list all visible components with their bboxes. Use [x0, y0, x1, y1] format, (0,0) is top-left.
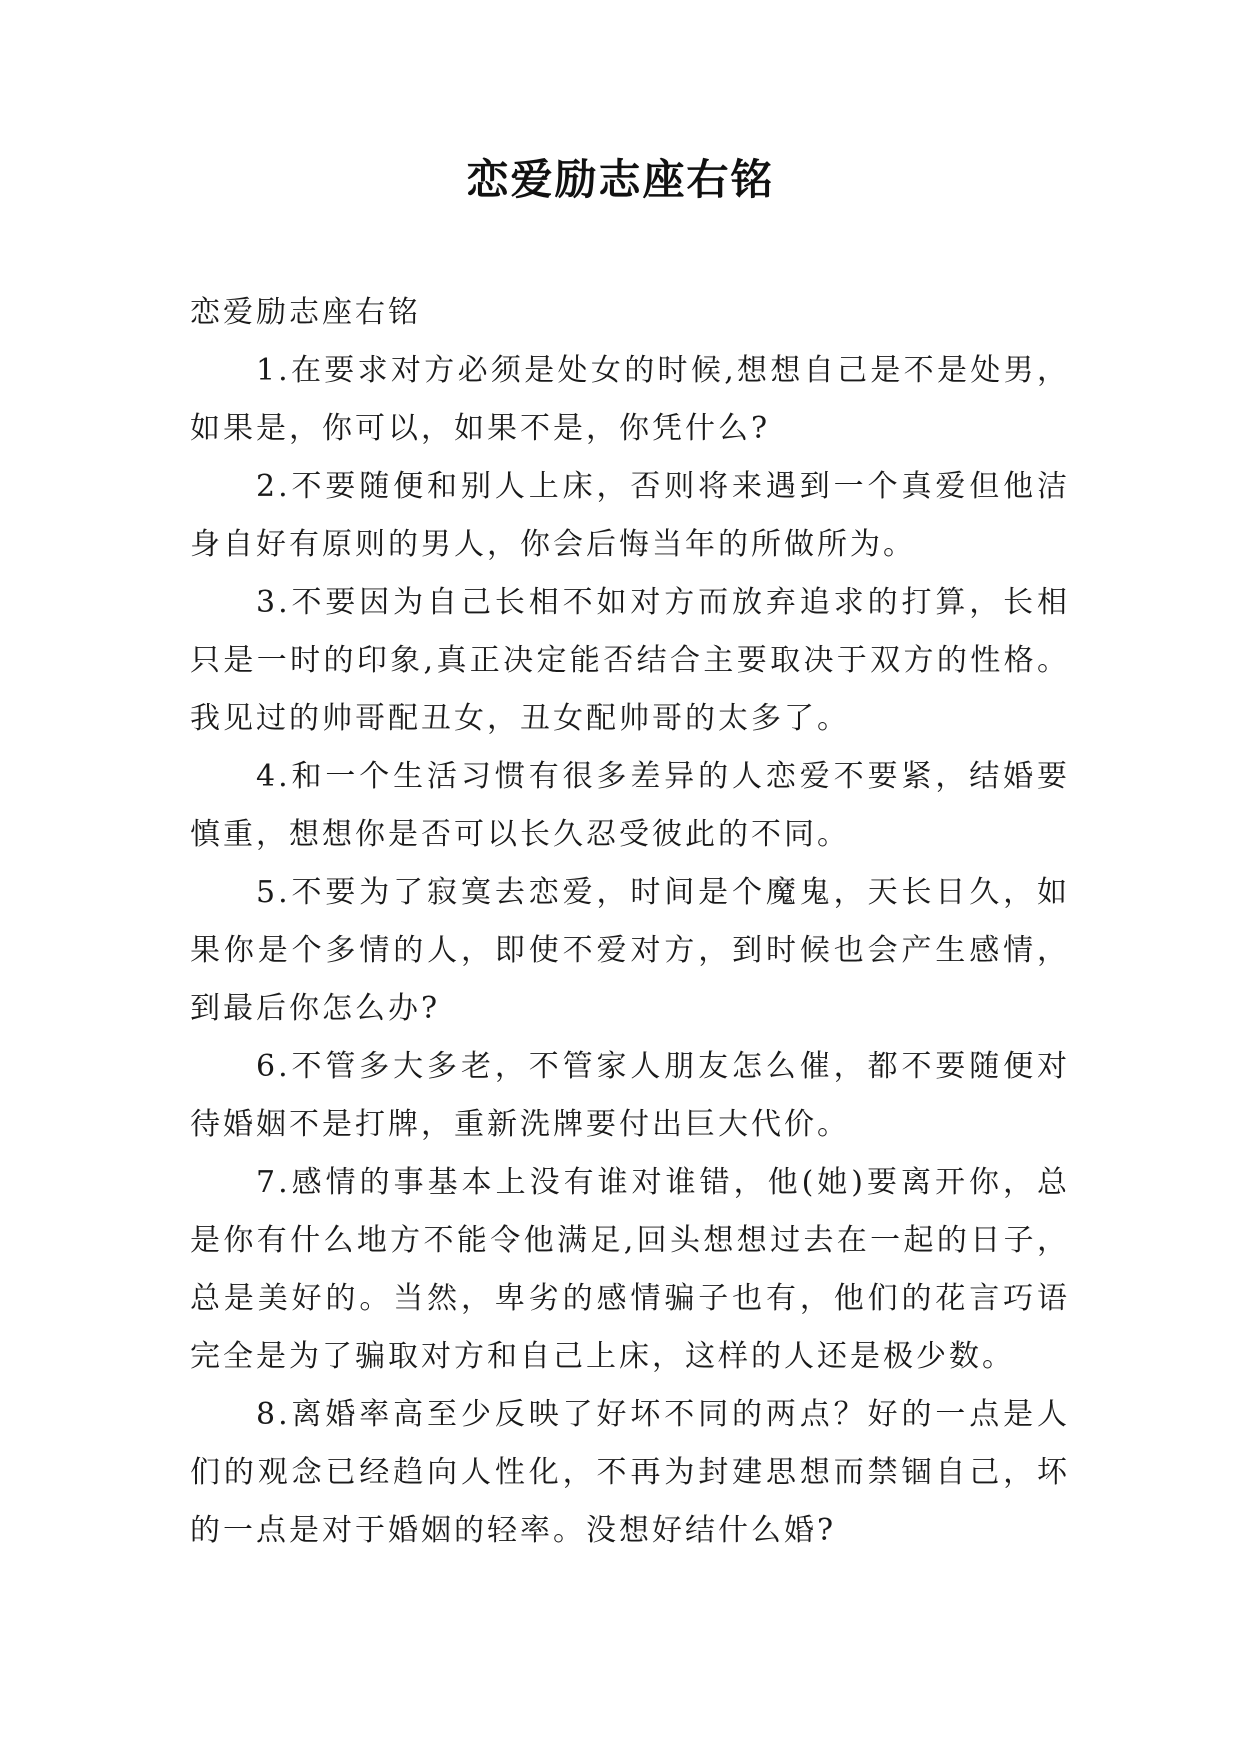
motto-item-8: 8.离婚率高至少反映了好坏不同的两点？好的一点是人们的观念已经趋向人性化，不再为封建思想而禁锢自己，坏的一点是对于婚姻的轻率。没想好结什么婚?	[190, 1397, 1070, 1548]
document-body	[190, 284, 1070, 1560]
motto-item-3: 3.不要因为自己长相不如对方而放弃追求的打算，长相只是一时的印象,真正决定能否结合主要取决于双方的性格。我见过的帅哥配丑女，丑女配帅哥的太多了。	[190, 585, 1070, 736]
motto-item-6: 6.不管多大多老，不管家人朋友怎么催，都不要随便对待婚姻不是打牌，重新洗牌要付出巨大代价。	[190, 1049, 1070, 1142]
motto-item-5: 5.不要为了寂寞去恋爱，时间是个魔鬼，天长日久，如果你是个多情的人，即使不爱对方，到时候也会产生感情，到最后你怎么办?	[190, 875, 1070, 1026]
motto-item-1: 1.在要求对方必须是处女的时候,想想自己是不是处男，如果是，你可以，如果不是，你凭什么?	[190, 353, 1070, 446]
motto-item-2: 2.不要随便和别人上床，否则将来遇到一个真爱但他洁身自好有原则的男人，你会后悔当年的所做所为。	[190, 469, 1070, 562]
motto-item-4: 4.和一个生活习惯有很多差异的人恋爱不要紧，结婚要慎重，想想你是否可以长久忍受彼此的不同。	[190, 759, 1070, 852]
document-title: 恋爱励志座右铭	[466, 155, 775, 204]
document-subtitle: 恋爱励志座右铭	[190, 295, 421, 330]
motto-item-7: 7.感情的事基本上没有谁对谁错，他(她)要离开你，总是你有什么地方不能令他满足,回头想想过去在一起的日子，总是美好的。当然，卑劣的感情骗子也有，他们的花言巧语完全是为了骗取对方和自己上床，这样的人还是极少数。	[190, 1165, 1070, 1374]
